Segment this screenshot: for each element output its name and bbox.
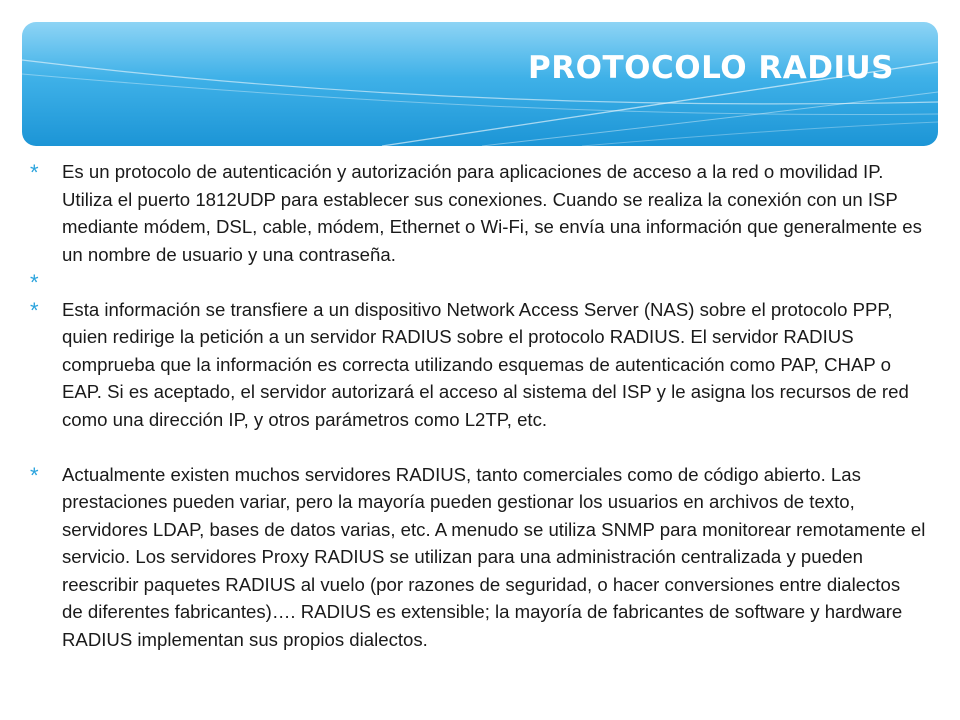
bullet-item-1 [30,158,926,268]
bullet-item-2 [30,296,926,434]
asterisk-bullet-icon: * [30,297,39,323]
slide-title: PROTOCOLO RADIUS [528,50,894,86]
asterisk-bullet-icon: * [30,160,39,185]
bullet-text-4: Actualmente existen muchos servidores RADIUS, tanto comerciales como de código abierto. Las prestaciones pueden variar, pero la mayoría pueden gestionar los usuarios en archivos de texto, servidores LDAP, bases de datos varias, etc. A menudo se utiliza SNMP para monitorear remotamente el servicio. Los servidores Proxy RADIUS se utilizan para una administración centralizada y pueden reescribir paquetes RADIUS al vuelo (por razones de seguridad, o hacer conversiones entre dialectos de diferentes fabricantes)…. RADIUS es extensible; la mayoría de fabricantes de software y hardware RADIUS implementan sus propios dialectos. [62,463,926,650]
bullet-item-3 [30,461,926,654]
bullet-item-empty [30,268,926,296]
paragraph-gap [30,433,926,461]
title-banner [22,22,938,146]
asterisk-bullet-icon: * [30,462,39,488]
asterisk-bullet-icon: * [30,270,39,295]
bullet-text-3: Esta información se transfiere a un dispositivo Network Access Server (NAS) sobre el protocolo PPP, quien redirige la petición a un servidor RADIUS sobre el protocolo RADIUS. El servidor RADIUS comprueba que la información es correcta utilizando esquemas de autenticación como PAP, CHAP o EAP. Si es aceptado, el servidor autorizará el acceso al sistema del ISP y le asigna los recursos de red como una dirección IP, y otros parámetros como L2TP, etc. [62,298,909,430]
bullet-text-1: Es un protocolo de autenticación y autorización para aplicaciones de acceso a la red o movilidad IP. Utiliza el puerto 1812UDP para establecer sus conexiones. Cuando se realiza la conexión con un ISP mediante módem, DSL, cable, módem, Ethernet o Wi-Fi, se envía una información que generalmente es un nombre de usuario y una contraseña. [62,161,922,265]
bullet-list [30,158,926,653]
